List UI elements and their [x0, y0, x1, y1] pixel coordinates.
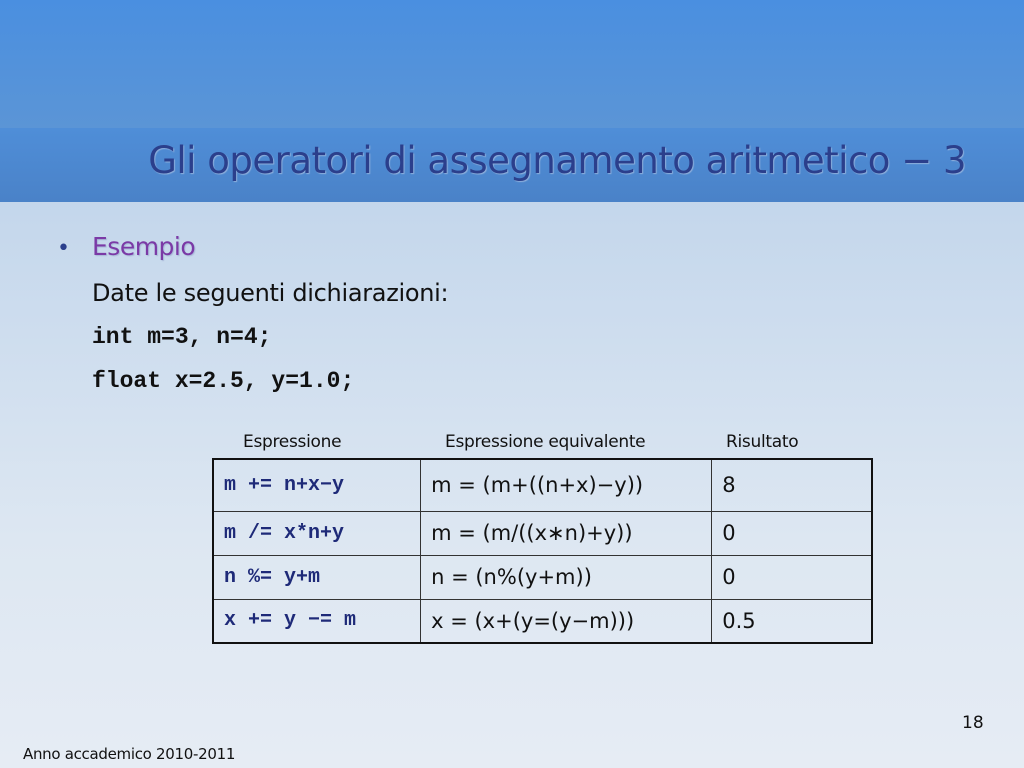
table-row [213, 459, 872, 511]
table-row [213, 599, 872, 643]
expression-cell: x += y −= m [213, 599, 421, 643]
equivalent-cell: n = (n%(y+m)) [421, 555, 712, 599]
result-cell: 0.5 [712, 599, 872, 643]
section-heading: Esempio [92, 232, 196, 261]
result-cell: 0 [712, 555, 872, 599]
column-header-expression: Espressione [243, 432, 342, 452]
expression-cell: n %= y+m [213, 555, 421, 599]
equivalent-cell: m = (m/((x∗n)+y)) [421, 511, 712, 555]
expression-cell: m += n+x−y [213, 459, 421, 511]
column-header-equivalent: Espressione equivalente [445, 432, 646, 452]
expression-cell: m /= x*n+y [213, 511, 421, 555]
header-band [0, 0, 1024, 128]
result-cell: 8 [712, 459, 872, 511]
table-row [213, 555, 872, 599]
intro-text: Date le seguenti dichiarazioni: [92, 279, 449, 307]
table-row [213, 511, 872, 555]
expression-table [212, 458, 873, 644]
equivalent-cell: x = (x+(y=(y−m))) [421, 599, 712, 643]
result-cell: 0 [712, 511, 872, 555]
code-line: int m=3, n=4; [92, 324, 272, 350]
page-number: 18 [962, 713, 984, 733]
equivalent-cell: m = (m+((n+x)−y)) [421, 459, 712, 511]
bullet-icon: • [57, 236, 70, 261]
footer-text: Anno accademico 2010-2011 [23, 745, 236, 763]
slide-title: Gli operatori di assegnamento aritmetico − 3 [148, 139, 966, 182]
column-header-result: Risultato [726, 432, 799, 452]
code-line: float x=2.5, y=1.0; [92, 368, 355, 394]
